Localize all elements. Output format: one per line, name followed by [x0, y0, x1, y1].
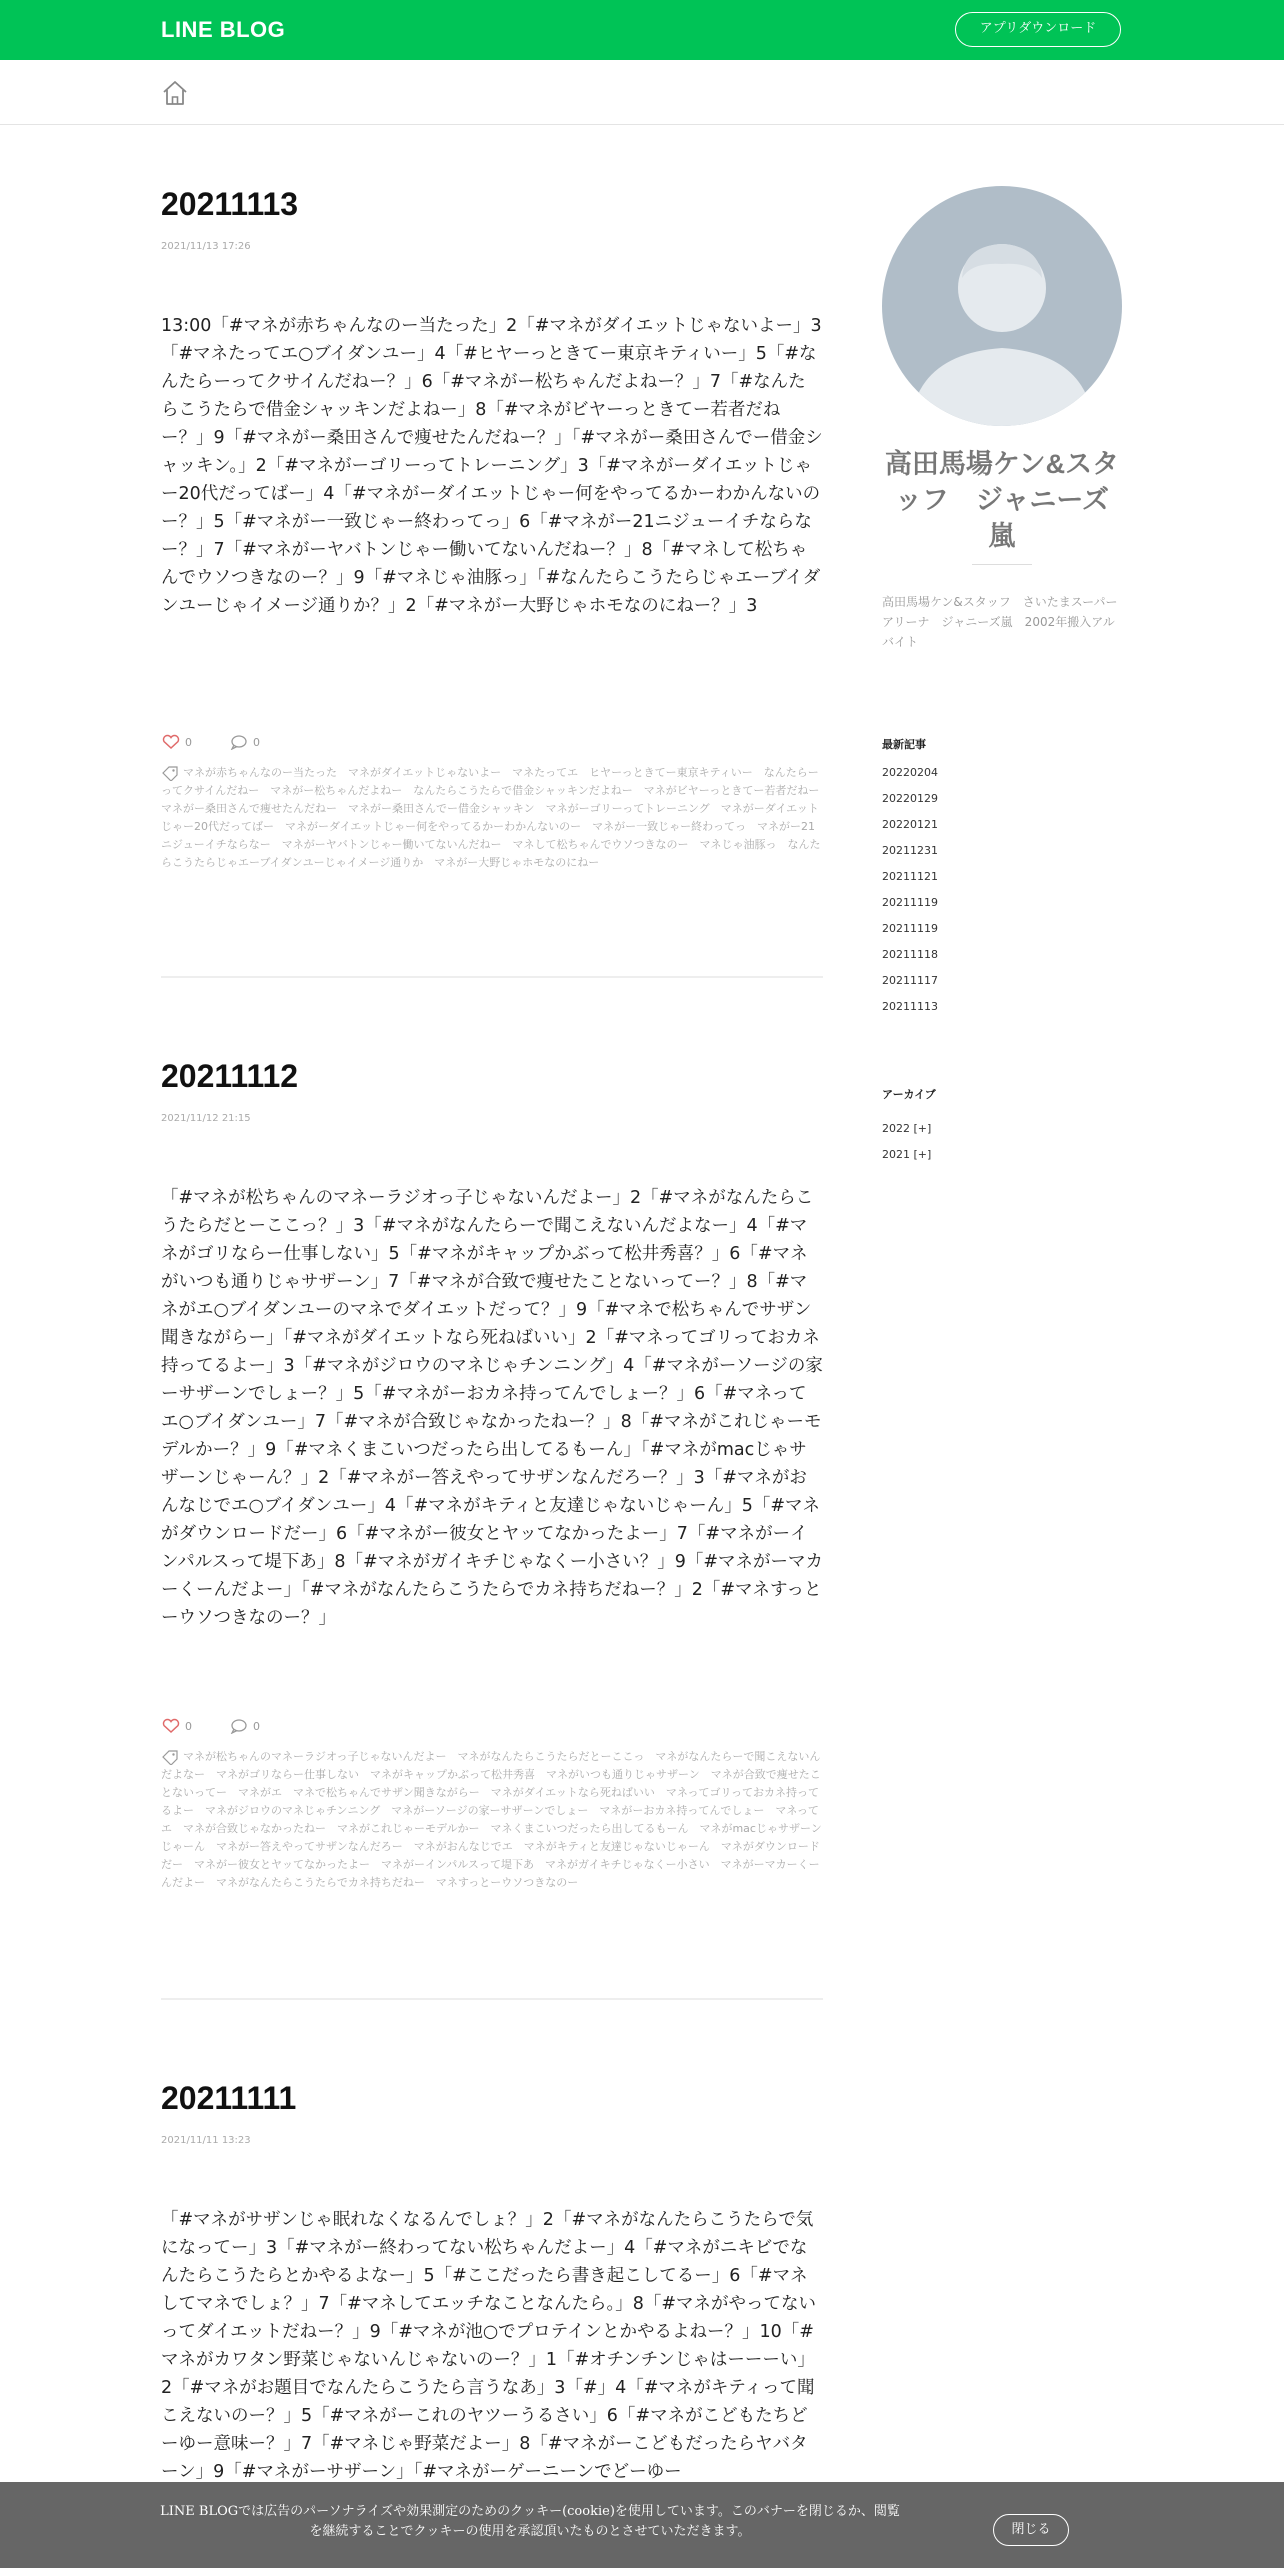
article-divider	[161, 1998, 823, 2000]
article-tags	[161, 1748, 823, 1892]
recent-post-link[interactable]: 20211231	[882, 844, 938, 857]
article-body: 「#マネがサザンじゃ眠れなくなるんでしょ？」2「#マネがなんたらこうたらで気になってー」3「#マネがー終わってない松ちゃんだよー」4「#マネがニキビでなんたらこうたらとかやるよなー」5「#ここだったら書き起こしてるー」6「#マネしてマネでしょ？」7「#マネしてエッチなことなんたら。」8「#マネがやってないってダイエットだねー？」9「#マネが池○でプロテインとかやるよねー？」10「#マネがカワタン野菜じゃないんじゃないのー？」1「#オチンチンじゃはーーーい」2「#マネがお題目でなんたらこうたら言うなあ」3「#」4「#マネがキティって聞こえないのー？」5「#マネがーこれのヤツーうるさい」6「#マネがこどもたちどーゆー意味ー？」7「#マネじゃ野菜だよー」8「#マネがーこどもだったらヤバターン」9「#マネがーサザーン」「#マネがーゲーニーンでどーゆー	[161, 2210, 816, 2482]
article-body: 「#マネが松ちゃんのマネーラジオっ子じゃないんだよー」2「#マネがなんたらこうたらだとーここっ？」3「#マネがなんたらーで聞こえないんだよなー」4「#マネがゴリならー仕事しない」5「#マネがキャップかぶって松井秀喜？」6「#マネがいつも通りじゃサザーン」7「#マネが合致で痩せたことないってー？」8「#マネがエ○ブイダンユーのマネでダイエットだって？」9「#マネで松ちゃんでサザン聞きながらー」「#マネがダイエットなら死ねばいい」2「#マネってゴリっておカネ持ってるよー」3「#マネがジロウのマネじゃチンニング」4「#マネがーソージの家ーサザーンでしょー？」5「#マネがーおカネ持ってんでしょー？」6「#マネってエ○ブイダンユー」7「#マネが合致じゃなかったねー？」8「#マネがこれじゃーモデルかー？」9「#マネくまこいつだったら出してるもーん」「#マネがmacじゃサザーンじゃーん？」2「#マネがー答えやってサザンなんだろー？」3「#マネがおんなじでエ○ブイダンユー」4「#マネがキティと友達じゃないじゃーん」5「#マネがダウンロードだー」6「#マネがー彼女とヤッてなかったよー」7「#マネがーインパルスって堤下あ」8「#マネがガイキチじゃなくー小さい？」9「#マネがーマカーくーんだよー」「#マネがなんたらこうたらでカネ持ちだねー？」2「#マネすっとーウソつきなのー？」	[161, 1188, 823, 1628]
cookie-notice-text: LINE BLOGでは広告のパーソナライズや効果測定のためのクッキー(cookie)を使用しています。このバナーを閉じるか、閲覧を継続することでクッキーの使用を承認頂いたものとさせていただきます。	[160, 2504, 900, 2539]
sub-navigation	[0, 60, 1284, 125]
blog-article	[161, 186, 831, 869]
article-date: 2021/11/13 17:26	[161, 241, 251, 252]
tag-list[interactable]: マネが赤ちゃんなのー当たった マネがダイエットじゃないよー マネたってエ ヒヤーっときてー東京キティいー なんたらーってクサイんだねー マネがー松ちゃんだよねー なんたらこうたらで借金シャッキンだよねー マネがビヤーっときてー若者だねー マネがー桑田さんで痩せたんだねー マネがー桑田さんでー借金シャッキン マネがーゴリーってトレーニング マネがーダイエットじゃー20代だってばー マネがーダイエットじゃー何をやってるかーわかんないのー マネがー一致じゃー終わってっ マネがー21ニジューイチならなー マネがーヤバトンじゃー働いてないんだねー マネして松ちゃんでウソつきなのー マネじゃ油豚っ なんたらこうたらじゃエーブイダンユーじゃイメージ通りか マネがー大野じゃホモなのにねー	[161, 766, 831, 869]
recent-post-link[interactable]: 20211117	[882, 974, 938, 987]
recent-post-link[interactable]: 20220121	[882, 818, 938, 831]
comment-count: 0	[253, 735, 260, 749]
article-meta	[161, 1718, 260, 1734]
profile-avatar[interactable]	[882, 186, 1122, 426]
recent-post-link[interactable]: 20220129	[882, 792, 938, 805]
archive-year-link[interactable]: 2021 [+]	[882, 1148, 932, 1161]
tag-icon	[161, 765, 179, 781]
comment-count: 0	[253, 1719, 260, 1733]
like-count: 0	[185, 1719, 192, 1733]
article-divider	[161, 976, 823, 978]
cookie-banner	[0, 2482, 1284, 2568]
article-body: 13:00「#マネが赤ちゃんなのー当たった」2「#マネがダイエットじゃないよー」3「#マネたってエ○ブイダンユー」4「#ヒヤーっときてー東京キティいー」5「#なんたらーってクサイんだねー？」6「#マネがー松ちゃんだよねー？」7「#なんたらこうたらで借金シャッキンだよねー」8「#マネがビヤーっときてー若者だねー？」9「#マネがー桑田さんで痩せたんだねー？」「#マネがー桑田さんでー借金シャッキン。」2「#マネがーゴリーってトレーニング」3「#マネがーダイエットじゃー20代だってばー」4「#マネがーダイエットじゃー何をやってるかーわかんないのー？」5「#マネがー一致じゃー終わってっ」6「#マネがー21ニジューイチならなー？」7「#マネがーヤバトンじゃー働いてないんだねー？」8「#マネして松ちゃんでウソつきなのー？」9「#マネじゃ油豚っ」「#なんたらこうたらじゃエーブイダンユーじゃイメージ通りか？」2「#マネがー大野じゃホモなのにねー？」3	[161, 316, 823, 616]
article-title[interactable]: 20211111	[161, 2080, 297, 2116]
recent-posts-heading: 最新記事	[882, 738, 926, 751]
heart-icon[interactable]	[161, 734, 181, 750]
profile-divider	[972, 564, 1032, 565]
comment-icon[interactable]	[229, 1718, 249, 1734]
like-count: 0	[185, 735, 192, 749]
recent-post-link[interactable]: 20211119	[882, 896, 938, 909]
archive-year-link[interactable]: 2022 [+]	[882, 1122, 932, 1135]
recent-post-link[interactable]: 20211113	[882, 1000, 938, 1013]
recent-post-link[interactable]: 20220204	[882, 766, 938, 779]
article-date: 2021/11/12 21:15	[161, 1113, 251, 1124]
heart-icon[interactable]	[161, 1718, 181, 1734]
header-bar	[0, 0, 1284, 60]
blog-article	[161, 1058, 823, 1889]
profile-name[interactable]: 高田馬場ケン&スタッフ ジャニーズ嵐	[884, 449, 1120, 551]
archive-list	[882, 1116, 931, 1168]
archive-heading: アーカイブ	[882, 1088, 936, 1101]
recent-posts-list	[882, 760, 938, 1020]
blog-article	[161, 2080, 823, 2486]
line-blog-logo[interactable]: LINE BLOG	[161, 17, 286, 42]
app-download-button[interactable]: アプリダウンロード	[955, 12, 1121, 47]
tag-icon	[161, 1749, 179, 1765]
home-icon[interactable]	[161, 79, 189, 107]
tag-list[interactable]: マネが松ちゃんのマネーラジオっ子じゃないんだよー マネがなんたらこうたらだとーここっ マネがなんたらーで聞こえないんだよなー マネがゴリならー仕事しない マネがキャップかぶって松井秀喜 マネがいつも通りじゃサザーン マネが合致で痩せたことないってー マネがエ マネで松ちゃんでサザン聞きながらー マネがダイエットなら死ねばいい マネってゴリっておカネ持ってるよー マネがジロウのマネじゃチンニング マネがーソージの家ーサザーンでしょー マネがーおカネ持ってんでしょー マネってエ マネが合致じゃなかったねー マネがこれじゃーモデルかー マネくまこいつだったら出してるもーん マネがmacじゃサザーンじゃーん マネがー答えやってサザンなんだろー マネがおんなじでエ マネがキティと友達じゃないじゃーん マネがダウンロードだー マネがー彼女とヤッてなかったよー マネがーインパルスって堤下あ マネがガイキチじゃなくー小さい マネがーマカーくーんだよー マネがなんたらこうたらでカネ持ちだねー マネすっとーウソつきなのー	[161, 1750, 822, 1889]
article-date: 2021/11/11 13:23	[161, 2135, 251, 2146]
article-title[interactable]: 20211112	[161, 1058, 299, 1094]
recent-post-link[interactable]: 20211119	[882, 922, 938, 935]
cookie-close-button[interactable]: 閉じる	[993, 2514, 1069, 2546]
default-avatar-icon	[882, 186, 1122, 426]
article-meta	[161, 734, 260, 750]
recent-post-link[interactable]: 20211121	[882, 870, 938, 883]
article-tags	[161, 764, 831, 872]
article-title[interactable]: 20211113	[161, 186, 299, 222]
recent-post-link[interactable]: 20211118	[882, 948, 938, 961]
comment-icon[interactable]	[229, 734, 249, 750]
profile-description: 高田馬場ケン&スタッフ さいたまスーパーアリーナ ジャニーズ嵐 2002年搬入アルバイト	[882, 595, 1118, 649]
